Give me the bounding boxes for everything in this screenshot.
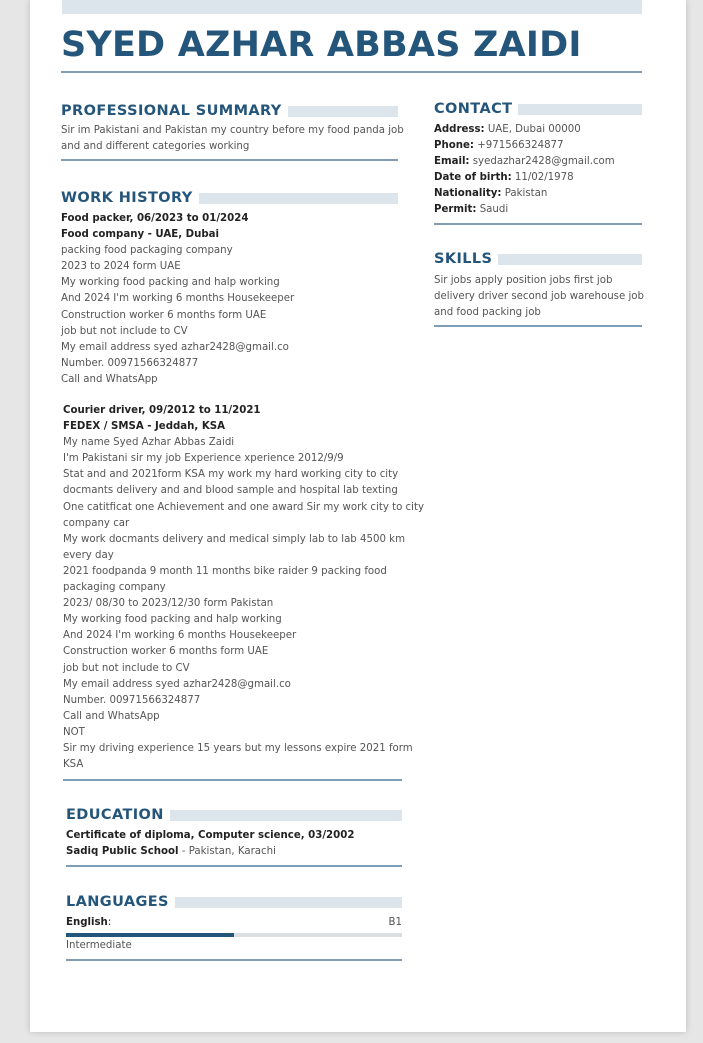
skills-header [434,250,642,268]
job-line: Stat and and 2021form KSA my work my hard working city to city [63,469,399,481]
job-line: Call and WhatsApp [61,373,158,385]
contact-value: +971566324877 [473,140,564,152]
language-proficiency-fill [66,933,234,937]
summary-section [61,102,404,161]
summary-divider [61,159,398,161]
job-line: One catitficat one Achievement and one award Sir my work city to city [63,501,425,513]
contact-header [434,100,642,118]
job-line: And 2024 I'm working 6 months Housekeeper [61,293,295,305]
job-line: I'm Pakistani sir my job Experience xperience 2012/9/9 [63,453,344,465]
summary-title-bar [288,106,398,117]
summary-title: PROFESSIONAL SUMMARY [61,103,282,119]
contact-value: 11/02/1978 [511,172,574,184]
contact-label: Phone: [434,140,474,152]
job-line: My name Syed Azhar Abbas Zaidi [63,437,235,449]
education-header [66,806,402,824]
language-level-code: B1 [388,917,402,928]
job-line: docmants delivery and and blood sample and hospital lab texting [63,485,398,497]
languages-section [66,893,402,961]
job-entry-2 [63,403,425,781]
job-line: packaging company [63,582,166,594]
job-line: job but not include to CV [61,325,188,337]
language-name-wrap [66,915,111,931]
education-degree-line [66,828,402,844]
education-school: Sadiq Public School [66,846,179,858]
contact-value: UAE, Dubai 00000 [484,124,581,135]
languages-divider [66,959,402,961]
job-entry [61,211,398,388]
education-field: Computer science [198,830,301,841]
contact-value: Pakistan [501,188,548,200]
job-line: Number. 00971566324877 [63,694,201,706]
job-company: FEDEX / SMSA - Jeddah, KSA [63,421,225,433]
skills-line: and food packing job [434,307,541,319]
contact-nationality [434,186,642,202]
job-position: Courier driver, 09/2012 to 11/2021 [63,405,261,416]
education-separator: , [190,830,199,841]
skills-section [434,250,642,327]
contact-label: Nationality: [434,188,502,200]
education-separator: , [300,830,309,841]
skills-title: SKILLS [434,251,493,267]
work-header [61,189,398,207]
languages-header [66,893,402,911]
job-line: Sir my driving experience 15 years but my lessons expire 2021 form [63,742,413,754]
work-title: WORK HISTORY [61,190,193,206]
contact-divider [434,223,642,225]
language-proficiency-bar [66,933,402,937]
job-position: Food packer, 06/2023 to 01/2024 [61,213,249,224]
job-entry [63,403,425,773]
contact-value: Saudi [476,204,509,216]
contact-value: syedazhar2428@gmail.com [469,156,615,168]
contact-label: Date of birth: [434,172,512,184]
job-line: KSA [63,759,84,771]
summary-line: Sir im Pakistani and Pakistan my country before my food panda job [61,125,404,136]
education-degree: Certificate of diploma [66,830,191,841]
summary-header [61,102,398,120]
education-school-line [66,844,402,860]
job-line: company car [63,517,130,529]
language-name: English [66,917,108,928]
education-title: EDUCATION [66,807,164,823]
contact-address [434,122,642,138]
education-entry [66,828,402,860]
languages-title-bar [175,897,402,908]
work-section [61,189,398,388]
contact-title: CONTACT [434,101,513,117]
job-line: Number. 00971566324877 [61,357,199,369]
contact-permit [434,202,642,218]
candidate-name: SYED AZHAR ABBAS ZAIDI [61,25,582,65]
skills-line: Sir jobs apply position jobs first job [434,275,613,286]
contact-dob [434,170,642,186]
contact-label: Email: [434,156,470,168]
work-title-bar [199,193,398,204]
job-line: every day [63,549,114,561]
language-entry [66,915,402,954]
job-line: My working food packing and halp working [61,277,280,289]
summary-line: and and different categories working [61,141,250,153]
contact-list [434,122,642,219]
education-divider [66,865,402,867]
job-line: job but not include to CV [63,662,190,674]
job-line: My working food packing and halp working [63,614,282,626]
summary-text [61,123,404,155]
job-line: My email address syed azhar2428@gmail.co [63,678,291,690]
job-line: 2023/ 08/30 to 2023/12/30 form Pakistan [63,598,274,610]
job-line: And 2024 I'm working 6 months Housekeeper [63,630,297,642]
skills-title-bar [498,254,642,265]
skills-text [434,273,642,321]
work-divider [63,779,402,781]
contact-email [434,154,642,170]
education-section [66,806,402,867]
language-row [66,915,402,931]
job-line: Construction worker 6 months form UAE [61,309,267,321]
header-band [62,0,642,14]
education-title-bar [170,810,402,821]
education-location: - Pakistan, Karachi [178,846,276,858]
education-date: 03/2002 [308,830,355,841]
contact-label: Permit: [434,204,477,216]
job-line: My email address syed azhar2428@gmail.co [61,341,289,353]
contact-label: Address: [434,124,485,135]
job-line: Construction worker 6 months form UAE [63,646,269,658]
name-divider [61,71,642,73]
skills-line: delivery driver second job warehouse job [434,291,644,303]
job-line: NOT [63,726,85,738]
contact-phone [434,138,642,154]
job-line: 2021 foodpanda 9 month 11 months bike raider 9 packing food [63,565,387,577]
job-line: Call and WhatsApp [63,710,160,722]
job-line: packing food packaging company [61,245,233,257]
language-level: Intermediate [66,940,132,952]
contact-section [434,100,642,225]
contact-title-bar [518,104,642,115]
language-colon: : [107,917,112,928]
job-line: 2023 to 2024 form UAE [61,261,181,273]
languages-title: LANGUAGES [66,894,169,910]
job-line: My work docmants delivery and medical simply lab to lab 4500 km [63,533,406,545]
skills-divider [434,325,642,327]
job-company: Food company - UAE, Dubai [61,229,220,241]
